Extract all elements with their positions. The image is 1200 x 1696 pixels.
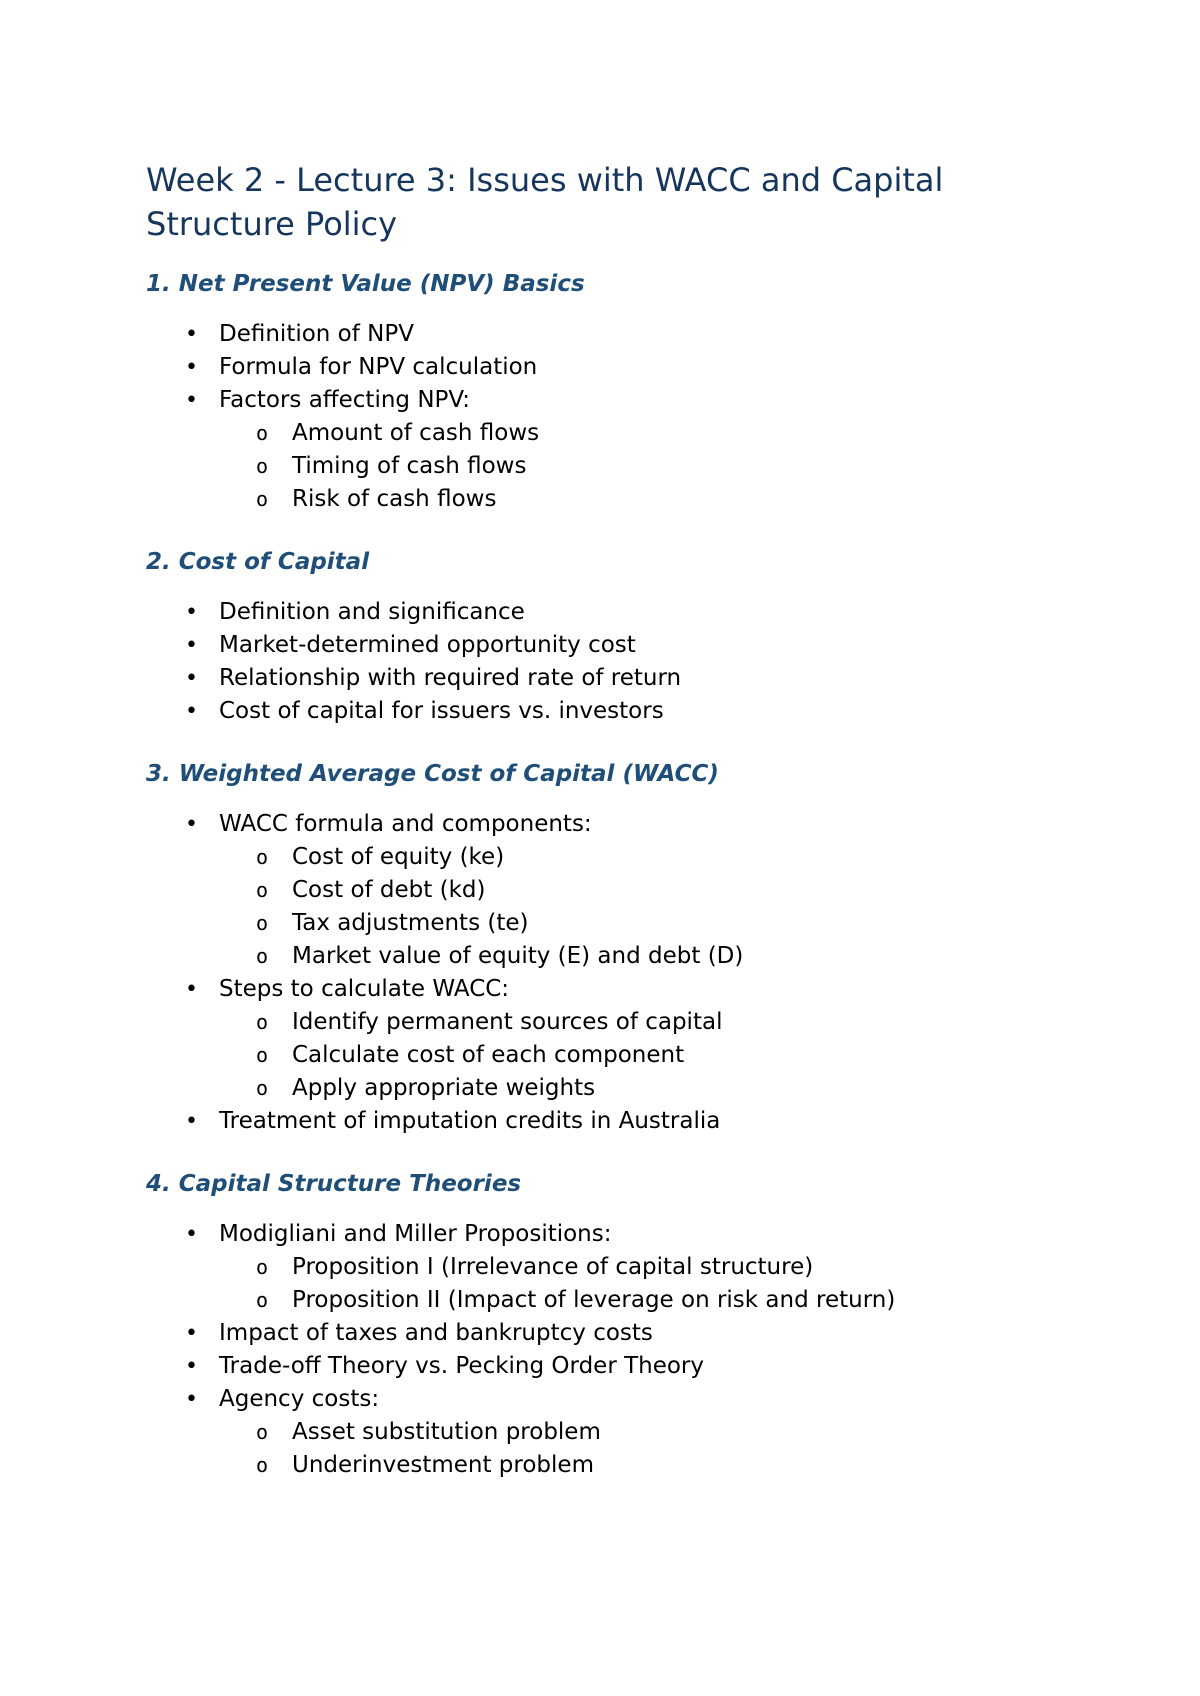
bullet-icon: • — [185, 977, 198, 1002]
sub-list-item: o Tax adjustments (te) — [146, 907, 1106, 940]
list-item: • Cost of capital for issuers vs. investors — [146, 695, 1106, 728]
sub-list-item: o Proposition I (Irrelevance of capital structure) — [146, 1251, 1106, 1284]
list-item: • Trade-off Theory vs. Pecking Order Theory — [146, 1350, 1106, 1383]
list-item: • Impact of taxes and bankruptcy costs — [146, 1317, 1106, 1350]
section-list-npv — [146, 318, 1106, 516]
sub-list-item: o Cost of debt (kd) — [146, 874, 1106, 907]
sub-bullet-icon: o — [256, 845, 269, 869]
sub-list — [219, 841, 1106, 973]
document-page — [146, 158, 1106, 1482]
list-item: • WACC formula and components: o Cost of equity (ke) o Cost of debt (kd) o Tax adjustments (te) o Market value of equity (E) and debt (D) — [146, 808, 1106, 973]
sub-list-item: o Risk of cash flows — [146, 483, 1106, 516]
list-item: • Treatment of imputation credits in Australia — [146, 1105, 1106, 1138]
sub-bullet-icon: o — [256, 1255, 269, 1279]
bullet-icon: • — [185, 1109, 198, 1134]
list-item: • Relationship with required rate of return — [146, 662, 1106, 695]
page-title: Week 2 - Lecture 3: Issues with WACC and Capital Structure Policy — [146, 161, 944, 243]
bullet-icon: • — [185, 388, 198, 413]
sub-bullet-icon: o — [256, 878, 269, 902]
sub-bullet-icon: o — [256, 487, 269, 511]
sub-list-item: o Identify permanent sources of capital — [146, 1006, 1106, 1039]
list-item: • Definition and significance — [146, 596, 1106, 629]
sub-list-item: o Calculate cost of each component — [146, 1039, 1106, 1072]
sub-bullet-icon: o — [256, 1288, 269, 1312]
bullet-icon: • — [185, 1321, 198, 1346]
sub-bullet-icon: o — [256, 1420, 269, 1444]
list-item: • Market-determined opportunity cost — [146, 629, 1106, 662]
sub-bullet-icon: o — [256, 421, 269, 445]
sub-list — [219, 1251, 1106, 1317]
section-heading-capital-structure-theories: 4. Capital Structure Theories — [146, 1171, 522, 1197]
sub-bullet-icon: o — [256, 944, 269, 968]
bullet-icon: • — [185, 666, 198, 691]
bullet-icon: • — [185, 699, 198, 724]
bullet-icon: • — [185, 1222, 198, 1247]
bullet-icon: • — [185, 1387, 198, 1412]
sub-list-item: o Cost of equity (ke) — [146, 841, 1106, 874]
bullet-icon: • — [185, 355, 198, 380]
bullet-icon: • — [185, 633, 198, 658]
sub-bullet-icon: o — [256, 1453, 269, 1477]
sub-bullet-icon: o — [256, 1010, 269, 1034]
sub-list-item: o Proposition II (Impact of leverage on risk and return) — [146, 1284, 1106, 1317]
bullet-icon: • — [185, 812, 198, 837]
list-item: • Factors affecting NPV: o Amount of cash flows o Timing of cash flows o Risk of cash flows — [146, 384, 1106, 516]
section-heading-wacc: 3. Weighted Average Cost of Capital (WACC) — [146, 761, 719, 787]
section-list-capital-structure-theories — [146, 1218, 1106, 1482]
sub-list-item: o Underinvestment problem — [146, 1449, 1106, 1482]
section-heading-cost-of-capital: 2. Cost of Capital — [146, 549, 370, 575]
sub-bullet-icon: o — [256, 1043, 269, 1067]
sub-bullet-icon: o — [256, 454, 269, 478]
bullet-icon: • — [185, 1354, 198, 1379]
sub-bullet-icon: o — [256, 1076, 269, 1100]
sub-bullet-icon: o — [256, 911, 269, 935]
list-item: • Steps to calculate WACC: o Identify permanent sources of capital o Calculate cost of each component o Apply appropriate weights — [146, 973, 1106, 1105]
section-list-wacc — [146, 808, 1106, 1138]
section-list-cost-of-capital — [146, 596, 1106, 728]
sub-list — [219, 1006, 1106, 1105]
sub-list-item: o Apply appropriate weights — [146, 1072, 1106, 1105]
list-item: • Formula for NPV calculation — [146, 351, 1106, 384]
sub-list-item: o Market value of equity (E) and debt (D) — [146, 940, 1106, 973]
sub-list-item: o Timing of cash flows — [146, 450, 1106, 483]
sub-list — [219, 417, 1106, 516]
sub-list-item: o Asset substitution problem — [146, 1416, 1106, 1449]
list-item: • Agency costs: o Asset substitution problem o Underinvestment problem — [146, 1383, 1106, 1482]
bullet-icon: • — [185, 600, 198, 625]
list-item: • Definition of NPV — [146, 318, 1106, 351]
bullet-icon: • — [185, 322, 198, 347]
section-heading-npv: 1. Net Present Value (NPV) Basics — [146, 271, 585, 297]
sub-list-item: o Amount of cash flows — [146, 417, 1106, 450]
sub-list — [219, 1416, 1106, 1482]
list-item: • Modigliani and Miller Propositions: o Proposition I (Irrelevance of capital structure) o Proposition II (Impact of leverage on risk and return) — [146, 1218, 1106, 1317]
